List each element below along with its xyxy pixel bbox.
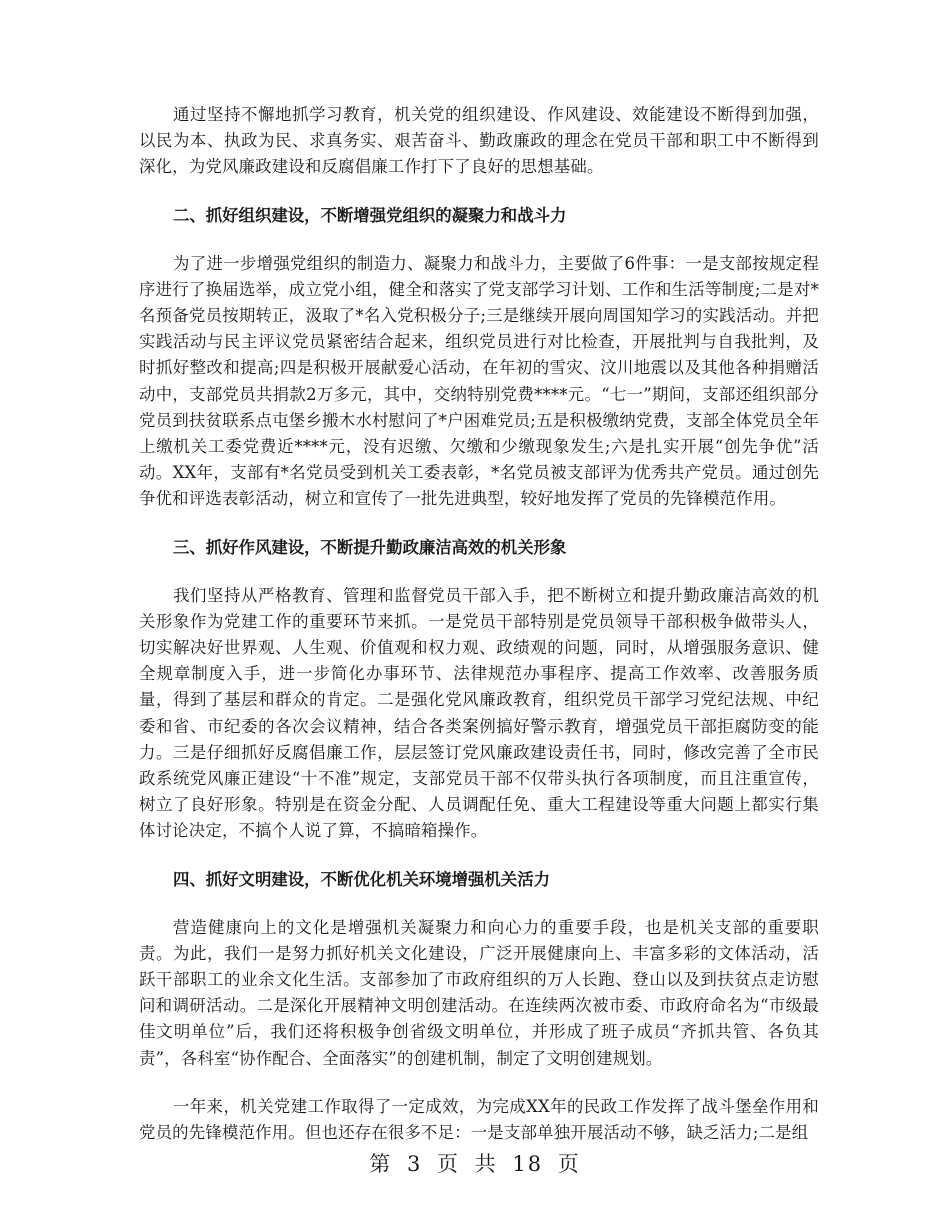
paragraph-summary: 一年来，机关党建工作取得了一定成效，为完成XX年的民政工作发挥了战斗堡垒作用和党员的先锋模范作用。但也还存在很多不足：一是支部单独开展活动不够，缺乏活力;二是组 bbox=[139, 1096, 819, 1143]
section-heading-civilization: 四、抓好文明建设，不断优化机关环境增强机关活力 bbox=[173, 869, 550, 889]
document-body bbox=[139, 102, 819, 1168]
paragraph-work-style: 我们坚持从严格教育、管理和监督党员干部入手，把不断树立和提升勤政廉洁高效的机关形象作为党建工作的重要环节来抓。一是党员干部特别是党员领导干部积极争做带头人，切实解决好世界观、人生观、价值观和权力观、政绩观的问题，同时，从增强服务意识、健全规章制度入手，进一步简化办事环节、法律规范办事程序、提高工作效率、改善服务质量，得到了基层和群众的肯定。二是强化党风廉政教育，组织党员干部学习党纪法规、中纪委和省、市纪委的各次会议精神，结合各类案例搞好警示教育，增强党员干部拒腐防变的能力。三是仔细抓好反腐倡廉工作，层层签订党风廉政建设责任书，同时，修改完善了全市民政系统党风廉正建设“十不准”规定，支部党员干部不仅带头执行各项制度，而且注重宣传，树立了良好形象。特别是在资金分配、人员调配任免、重大工程建设等重大问题上都实行集体讨论决定，不搞个人说了算，不搞暗箱操作。 bbox=[139, 585, 819, 841]
paragraph-organization: 为了进一步增强党组织的制造力、凝聚力和战斗力，主要做了6件事：一是支部按规定程序进行了换届选举，成立党小组，健全和落实了党支部学习计划、工作和生活等制度;二是对*名预备党员按期转正，汲取了*名入党积极分子;三是继续开展向周国知学习的实践活动。并把实践活动与民主评议党员紧密结合起来，组织党员进行对比检查，开展批判与自我批判，及时抓好整改和提高;四是积极开展献爱心活动，在年初的雪灾、汶川地震以及其他各种捐赠活动中，支部党员共捐款2万多元，其中，交纳特别党费****元。“七一”期间，支部还组织部分党员到扶贫联系点屯堡乡搬木水村慰问了*户困难党员;五是积极缴纳党费，支部全体党员全年上缴机关工委党费近****元，没有迟缴、欠缴和少缴现象发生;六是扎实开展“创先争优”活动。XX年，支部有*名党员受到机关工委表彰，*名党员被支部评为优秀共产党员。通过创先争优和评选表彰活动，树立和宣传了一批先进典型，较好地发挥了党员的先锋模范作用。 bbox=[139, 253, 819, 509]
paragraph-civilization: 营造健康向上的文化是增强机关凝聚力和向心力的重要手段，也是机关支部的重要职责。为此，我们一是努力抓好机关文化建设，广泛开展健康向上、丰富多彩的文体活动，活跃干部职工的业余文化生活。支部参加了市政府组织的万人长跑、登山以及到扶贫点走访慰问和调研活动。二是深化开展精神文明创建活动。在连续两次被市委、市政府命名为“市级最佳文明单位”后，我们还将积极争创省级文明单位，并形成了班子成员“齐抓共管、各负其责”，各科室“协作配合、全面落实”的创建机制，制定了文明创建规划。 bbox=[139, 917, 819, 1068]
section-heading-organization: 二、抓好组织建设，不断增强党组织的凝聚力和战斗力 bbox=[173, 205, 567, 225]
paragraph-study-education: 通过坚持不懈地抓学习教育，机关党的组织建设、作风建设、效能建设不断得到加强，以民为本、执政为民、求真务实、艰苦奋斗、勤政廉政的理念在党员干部和职工中不断得到深化，为党风廉政建设和反腐倡廉工作打下了良好的思想基础。 bbox=[139, 105, 819, 177]
page-number-footer: 第 3 页 共 18 页 bbox=[369, 1152, 581, 1176]
section-heading-work-style: 三、抓好作风建设，不断提升勤政廉洁高效的机关形象 bbox=[173, 537, 567, 557]
